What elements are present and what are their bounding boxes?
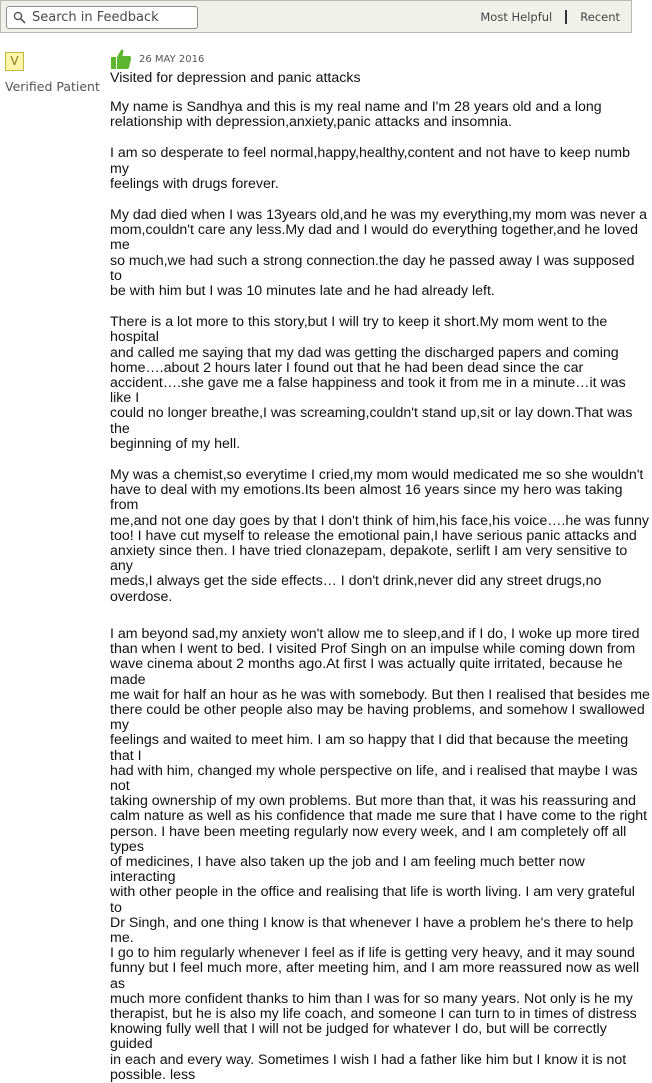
review-paragraph: I am so desperate to feel normal,happy,healthy,content and not have to keep numb my feelings with drugs forever. (110, 145, 631, 192)
verified-patient-label: Verified Patient (5, 79, 100, 94)
feedback-toolbar (0, 0, 632, 33)
search-input[interactable] (32, 10, 197, 25)
review-paragraph: My name is Sandhya and this is my real name and I'm 28 years old and a long relationship with depression,anxiety,panic attacks and insomnia. (110, 99, 602, 131)
reviewer-avatar: V (5, 52, 24, 71)
thumbs-up-icon (110, 48, 132, 70)
review-paragraph: My was a chemist,so everytime I cried,my mom would medicated me so she wouldn't have to deal with my emotions.Its been almost 16 years since my hero was taking from me,and not one day goes by that I don't think of him,his face,his voice….he was funny too! I have cut myself to release the emotional pain,I have serious panic attacks and anxiety since then. I have tried clonazepam, depakote, serlift I am very sensitive to any meds,I always get the side effects… I don't drink,never did any street drugs,no overdose. (110, 467, 649, 605)
search-box[interactable] (6, 6, 198, 29)
sort-divider (565, 10, 567, 24)
review-paragraph: My dad died when I was 13years old,and he was my everything,my mom was never a mom,couldn't care any less.My dad and I would do everything together,and he loved me so much,we had such a strong connection.the day he passed away I was supposed to be with him but I was 10 minutes late and he had already left. (110, 207, 648, 300)
review-title: Visited for depression and panic attacks (110, 70, 361, 86)
less-link[interactable]: less (169, 1066, 196, 1083)
review-paragraph: There is a lot more to this story,but I will try to keep it short.My mom went to the hospital and called me saying that my dad was getting the discharged papers and coming home….about 2 hours later I found out that he had been dead since the car accident….she gave me a false happiness and took it from me in a minute…it was like I could no longer breathe,I was screaming,couldn't stand up,sit or lay down.That was the beginning of my hell. (110, 314, 633, 452)
review-paragraph-text: I am beyond sad,my anxiety won't allow me to sleep,and if I do, I woke up more tired than when I went to bed. I visited Prof Singh on an impulse while coming down from wave cinema about 2 months ago.At first I was actually quite irritated, because he made me wait for half an hour as he was with somebody. But then I realised that besides me there could be other people also may be having problems, and somehow I swallowed my feelings and waited to meet him. I am so happy that I did that because the meeting that I had with him, changed my whole perspective on life, and i realised that maybe I was not taking ownership of my own problems. But more than that, it was his reassuring and calm nature as well as his confidence that made me sure that I have come to the right person. I have been meeting regularly now every week, and I am completely off all types of medicines, I have also taken up the job and I am feeling much better now interacting with other people in the office and realising that life is worth living. I am very grateful to Dr Singh, and one thing I know is that whenever I have a problem he's there to help me. I go to him regularly whenever I feel as if life is getting very heavy, and it may sound funny but I feel much more, after meeting him, and I am more reassured now as well as much more confident thanks to him than I was for so many years. Not only is he my therapist, but he is also my life coach, and someone I can turn to in times of distress knowing fully well that I will not be judged for whatever I do, but will be correctly guided in each and every way. Sometimes I wish I had a father like him but I know it is not possible. (110, 625, 650, 1083)
sort-most-helpful-link[interactable]: Most Helpful (480, 10, 553, 24)
search-icon (13, 11, 26, 24)
sort-options (480, 10, 620, 24)
sort-recent-link[interactable]: Recent (580, 10, 620, 24)
review-body (110, 100, 650, 1083)
review-paragraph-last (110, 627, 650, 1083)
review-date: 26 MAY 2016 (139, 54, 205, 65)
